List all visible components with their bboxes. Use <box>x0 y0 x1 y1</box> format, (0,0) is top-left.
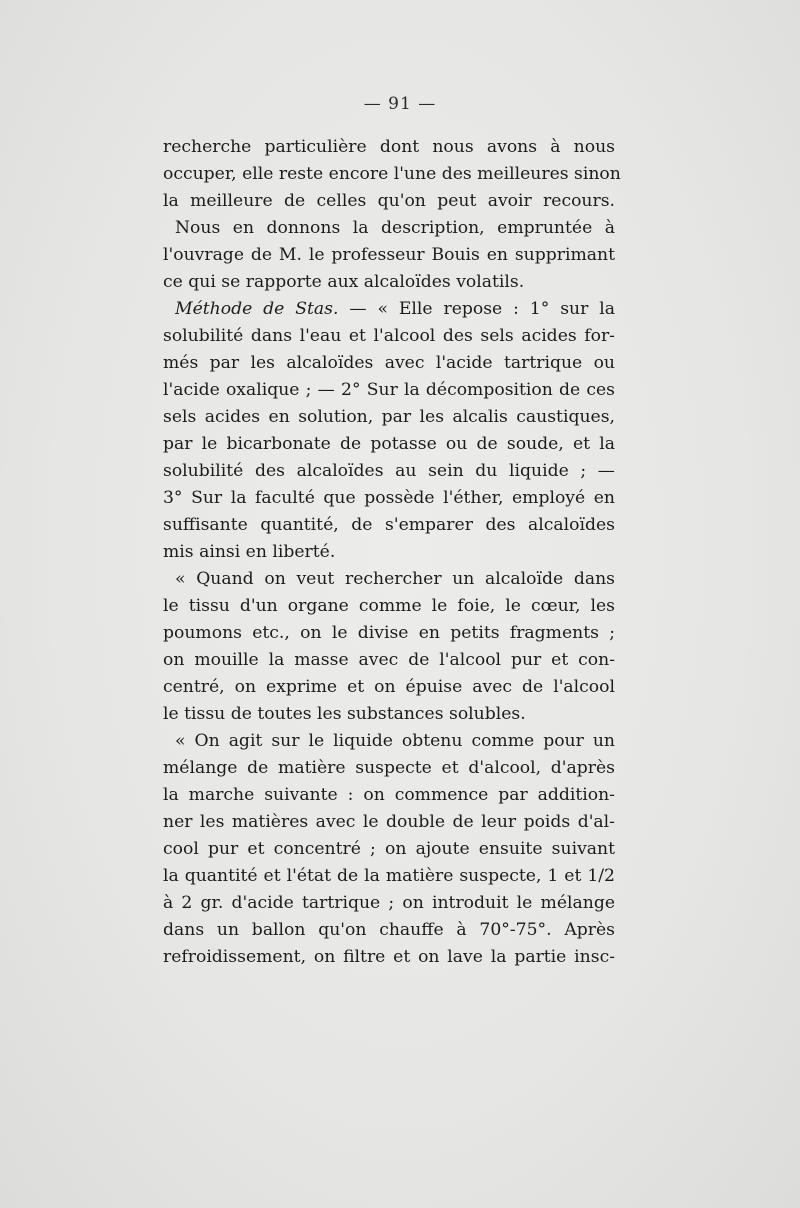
line-text: centré, on exprime et on épuise avec de l'alcool <box>163 677 615 697</box>
line-text: ner les matières avec le double de leur poids d'al- <box>163 812 615 832</box>
line-text: sels acides en solution, par les alcalis caustiques, <box>163 407 615 427</box>
line-text: « Quand on veut rechercher un alcaloïde dans <box>175 569 615 589</box>
page-number: — 91 — <box>363 94 437 114</box>
text-line <box>163 620 615 647</box>
text-line <box>163 944 615 971</box>
text-line <box>163 809 615 836</box>
line-text: l'acide oxalique ; — 2° Sur la décomposition de ces <box>163 380 615 400</box>
line-text: solubilité dans l'eau et l'alcool des sels acides for- <box>163 326 615 346</box>
line-text: cool pur et concentré ; on ajoute ensuite suivant <box>163 839 615 859</box>
text-line <box>163 377 615 404</box>
text-line <box>163 890 615 917</box>
line-text: poumons etc., on le divise en petits fragments ; <box>163 623 615 643</box>
line-text: occuper, elle reste encore l'une des meilleures sinon <box>163 164 621 184</box>
body-text <box>163 134 621 971</box>
text-line <box>163 782 615 809</box>
line-text: la marche suivante : on commence par addition- <box>163 785 615 805</box>
line-text: le tissu de toutes les substances solubles. <box>163 704 526 724</box>
text-line <box>163 296 615 323</box>
text-line <box>163 242 615 269</box>
line-text: refroidissement, on filtre et on lave la partie insc- <box>163 947 615 967</box>
text-line <box>163 134 615 161</box>
line-text: mélange de matière suspecte et d'alcool, d'après <box>163 758 615 778</box>
text-line <box>163 647 615 674</box>
text-line <box>163 593 615 620</box>
line-text: ce qui se rapporte aux alcaloïdes volatils. <box>163 272 525 292</box>
text-line <box>163 836 615 863</box>
line-text: par le bicarbonate de potasse ou de soude, et la <box>163 434 615 454</box>
line-text: l'ouvrage de M. le professeur Bouis en supprimant <box>163 245 615 265</box>
line-text: la meilleure de celles qu'on peut avoir recours. <box>163 191 615 211</box>
line-text: la quantité et l'état de la matière suspecte, 1 et 1/2 <box>163 866 615 886</box>
text-line <box>163 539 615 566</box>
text-line <box>163 755 615 782</box>
text-line <box>163 188 615 215</box>
text-line <box>163 458 615 485</box>
text-line <box>163 917 615 944</box>
text-line <box>163 323 615 350</box>
text-line <box>163 485 615 512</box>
line-text: solubilité des alcaloïdes au sein du liquide ; — <box>163 461 615 481</box>
line-text: on mouille la masse avec de l'alcool pur et con- <box>163 650 615 670</box>
text-line <box>163 863 615 890</box>
line-text: Nous en donnons la description, empruntée à <box>175 218 615 238</box>
line-text: mis ainsi en liberté. <box>163 542 336 562</box>
text-line <box>163 350 615 377</box>
text-line <box>163 431 615 458</box>
text-line <box>163 566 615 593</box>
line-text: à 2 gr. d'acide tartrique ; on introduit le mélange <box>163 893 615 913</box>
text-line <box>163 674 615 701</box>
line-text: més par les alcaloïdes avec l'acide tartrique ou <box>163 353 615 373</box>
text-line <box>163 512 615 539</box>
line-text: — « Elle repose : 1° sur la <box>338 299 615 319</box>
line-text: dans un ballon qu'on chauffe à 70°-75°. Après <box>163 920 615 940</box>
text-line <box>163 404 615 431</box>
italic-heading: Méthode de Stas. <box>175 299 339 319</box>
text-line <box>163 215 615 242</box>
line-text: suffisante quantité, de s'emparer des alcaloïdes <box>163 515 615 535</box>
line-text: « On agit sur le liquide obtenu comme pour un <box>175 731 615 751</box>
text-line <box>163 728 615 755</box>
text-line <box>163 269 615 296</box>
line-text: recherche particulière dont nous avons à nous <box>163 137 615 157</box>
line-text: 3° Sur la faculté que possède l'éther, employé en <box>163 488 615 508</box>
line-text: le tissu d'un organe comme le foie, le cœur, les <box>163 596 615 616</box>
text-line <box>163 701 615 728</box>
text-line <box>163 161 621 188</box>
